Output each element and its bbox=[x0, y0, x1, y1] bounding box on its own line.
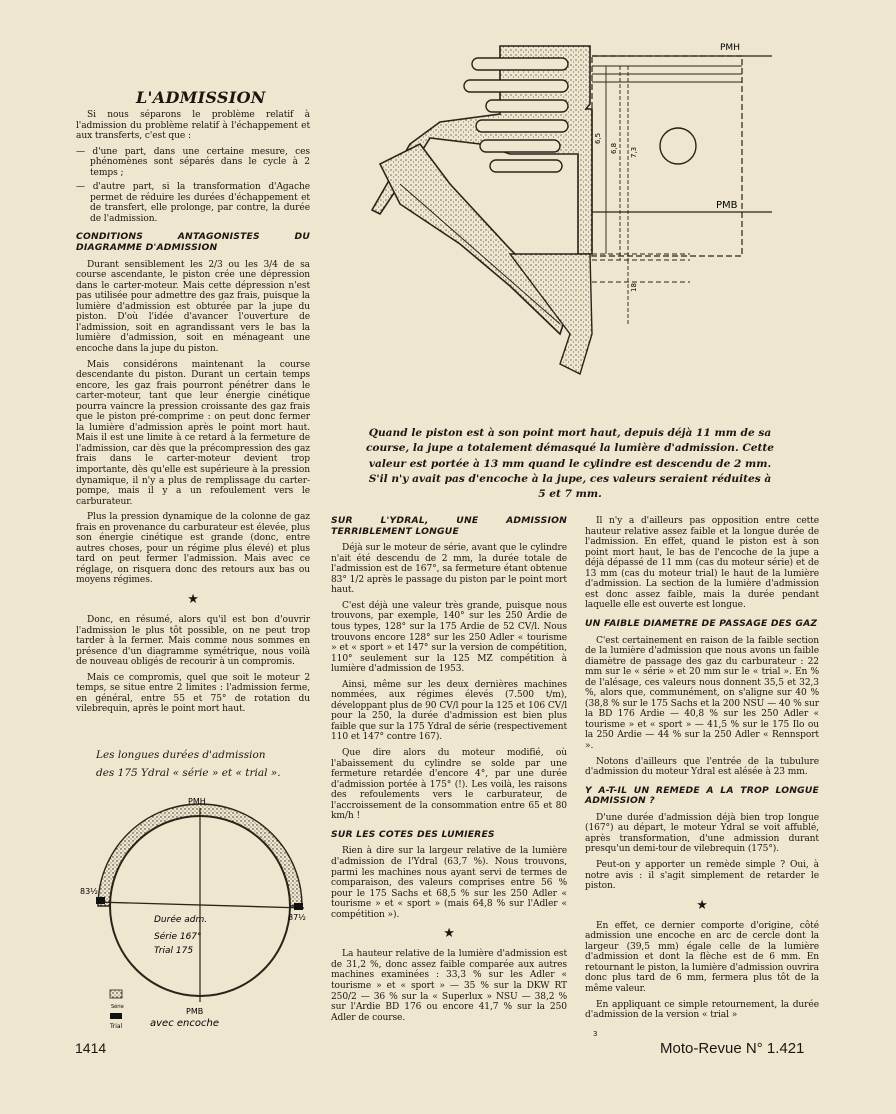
section-heading-ydral: SUR L'YDRAL, UNE ADMISSION TERRIBLEMENT LONGUE bbox=[331, 515, 567, 537]
article-title: L'ADMISSION bbox=[136, 88, 266, 107]
section-heading-conditions: CONDITIONS ANTAGONISTES DU DIAGRAMME D'ADMISSION bbox=[76, 231, 310, 254]
piston-outline bbox=[592, 56, 742, 256]
diagram-legend-serie: Série 167° bbox=[154, 932, 202, 942]
paragraph: D'une durée d'admission déjà bien trop longue (167°) au départ, le moteur Ydral se voit affublé, après transformation, d'une admission durant presqu'un demi-tour de vilebrequin (175°). bbox=[585, 812, 819, 855]
key-serie-label: Série bbox=[111, 1004, 124, 1010]
star-separator: ★ bbox=[187, 592, 199, 608]
diagram-angle-right: 87½ bbox=[288, 913, 306, 922]
diagram-legend-duree: Durée adm. bbox=[154, 915, 208, 925]
paragraph: En effet, ce dernier comporte d'origine, côté admission une encoche en arc de cercle dont la largeur (39,5 mm) égale celle de la lumière d'admission et dont la flèche est de 6 mm. En retournant le piston, la lumière d'admission ouvrira donc plus tard de 6 mm, fermera plus tôt de la même valeur. bbox=[585, 920, 819, 994]
diagram-caption-line-2: des 175 Ydral « série » et « trial ». bbox=[96, 767, 281, 780]
diagram-caption bbox=[96, 746, 316, 783]
paragraph: Rien à dire sur la largeur relative de la lumière d'admission de l'Ydral (63,7 %). Nous trouvons, parmi les machines nous ayant servi de termes de comparaison, des valeurs comprises entre 56 % pour le 175 Sachs et 68,5 % sur les 250 Adler « tourisme » et « sport » (mais 64,8 % sur l'Adler « compétition »). bbox=[331, 846, 567, 920]
diagram-caption-line-1: Les longues durées d'admission bbox=[96, 749, 266, 761]
diagram-legend-trial: Trial 175 bbox=[154, 946, 194, 956]
dimension-7-3: 7,3 bbox=[630, 146, 638, 158]
diagram-label-pmb: PMB bbox=[186, 1007, 204, 1016]
paragraph: Donc, en résumé, alors qu'il est bon d'ouvrir l'admission le plus tôt possible, on ne peut trop tarder à la fermer. Mais comme nous sommes en présence d'un diagramme symétrique, nous voilà de nouveau obligés de recourir à un compromis. bbox=[76, 615, 310, 668]
key-trial-swatch bbox=[110, 1013, 122, 1019]
right-column bbox=[585, 516, 819, 1026]
paragraph: C'est déjà une valeur très grande, puisque nous trouvons, par exemple, 140° sur les 250 Ardie de tous types, 128° sur la 175 Ardie de 52 CV/l. Nous trouvons encore 128° sur les 250 Adler « tourisme » et « sport » et 147° sur la version de compétition, 110° seulement sur la 125 MZ compétition à lumière d'admission de 1953. bbox=[331, 600, 567, 675]
paragraph: Il n'y a d'ailleurs pas opposition entre cette hauteur relative assez faible et la longue durée de l'admission. En effet, quand le piston est à son point mort haut, le bas de l'encoche de la jupe a déjà dépassé de 11 mm (cas du moteur série) et de 13 mm (cas du moteur trial) le haut de la lumière d'admission. La section de la lumière d'admission est donc assez faible, mais la durée pendant laquelle elle est ouverte est longue. bbox=[585, 516, 819, 611]
star-separator: ★ bbox=[443, 926, 455, 942]
paragraph: En appliquant ce simple retournement, la durée d'admission de la version « trial » bbox=[585, 999, 819, 1021]
dimension-6-5: 6,5 bbox=[594, 132, 602, 144]
bullet-2: — d'autre part, si la transformation d'Agache permet de réduire les durées d'échappement et de transfert, elle prolonge, par contre, la durée de l'admission. bbox=[76, 182, 310, 224]
paragraph: Mais ce compromis, quel que soit le moteur 2 temps, se situe entre 2 limites : l'admission ferme, en général, entre 55 et 75° de rotation du vilebrequin, après le point mort haut. bbox=[76, 672, 310, 715]
paragraph: Durant sensiblement les 2/3 ou les 3/4 de sa course ascendante, le piston crée une dépression dans le carter-moteur. Mais cette dépression n'est pas utilisée pour admettre des gaz frais, puisque la lumière d'admission est obturée par la jupe du piston. D'où l'idée d'avancer l'ouverture de l'admission, soit en agrandissant vers le bas la lumière d'admission, soit en ménageant une encoche dans la jupe du piston. bbox=[76, 259, 310, 354]
paragraph: C'est certainement en raison de la faible section de la lumière d'admission que nous avons un faible diamètre de passage des gaz du carburateur : 22 mm sur le « série » et 20 mm sur le « trial ». En % de l'alésage, ces valeurs nous donnent 35,5 et 32,3 %, alors que, communément, on s'aligne sur 40 % (38,8 % sur le 175 Sachs et la 200 NSU — 40 % sur la BD 176 Ardie — 40,8 % sur les 250 Adler « tourisme » et « sport » — 41,5 % sur le 175 Ilo ou la 250 Ardie — 44 % sur la 250 Adler « Rennsport ». bbox=[585, 635, 819, 751]
dimension-18: 18 bbox=[630, 283, 638, 292]
marker-left bbox=[96, 897, 105, 904]
paragraph: Mais considérons maintenant la course descendante du piston. Durant un certain temps encore, les gaz frais pourront pénétrer dans le carter-moteur, tant que leur énergie cinétique pourra vaincre la pression croissante des gaz frais que le piston pré-comprime : on peut donc fermer la lumière d'admission après le point mort haut. Mais il est une limite à ce retard à la fermeture de l'admission, car dès que la précompression des gaz frais dans le carter-moteur devient trop importante, dès qu'elle est supérieure à la pression dynamique, il n'y a plus de remplissage du carter-pompe, mais il y a un refoulement vers le carburateur. bbox=[76, 359, 310, 507]
admission-timing-diagram bbox=[80, 796, 320, 1032]
page-number: 1414 bbox=[75, 1040, 107, 1056]
paragraph: Plus la pression dynamique de la colonne de gaz frais en provenance du carburateur est élevée, plus son énergie cinétique est grande (donc, entre autres choses, pour un régime plus élevé) et plus tard on peut fermer l'admission. Mais avec ce réglage, on risquera donc des retours aux bas ou moyens régimes. bbox=[76, 512, 310, 586]
diagram-angle-left: 83½ bbox=[80, 887, 98, 896]
cylinder-section-figure bbox=[360, 34, 780, 424]
star-separator: ★ bbox=[696, 897, 708, 913]
bullet-1: — d'une part, dans une certaine mesure, ces phénomènes sont séparés dans le cycle à 2 temps ; bbox=[76, 146, 310, 178]
piston-pin bbox=[660, 128, 696, 164]
paragraph: Ainsi, même sur les deux dernières machines nommées, aux régimes élevés (7.500 t/m), développant plus de 90 CV/l pour la 125 et 106 CV/l pour la 250, la durée d'admission est bien plus faible que sur la 175 Ydral de série (respectivement 110 et 147° contre 167). bbox=[331, 679, 567, 743]
marker-right bbox=[294, 903, 303, 910]
dimension-6-8: 6,8 bbox=[610, 142, 618, 154]
intro-paragraph: Si nous séparons le problème relatif à l'admission du problème relatif à l'échappement et aux transferts, c'est que : bbox=[76, 110, 310, 142]
paragraph: Que dire alors du moteur modifié, où l'abaissement du cylindre se solde par une fermeture retardée d'encore 4°, par une durée d'admission portée à 175° (!). Les voilà, les raisons des refoulements vers le carburateur, de l'accroissement de la consommation entre 65 et 80 km/h ! bbox=[331, 748, 567, 822]
key-serie-swatch bbox=[110, 990, 122, 998]
figure-label-pmb: PMB bbox=[716, 200, 738, 211]
paragraph: Déjà sur le moteur de série, avant que le cylindre n'ait été descendu de 2 mm, la durée totale de l'admission est de 167°, sa fermeture étant obtenue 83° 1/2 après le passage du piston par le point mort haut. bbox=[331, 543, 567, 596]
section-heading-remede: Y A-T-IL UN REMEDE A LA TROP LONGUE ADMISSION ? bbox=[585, 784, 819, 807]
column-marker: 3 bbox=[593, 1030, 598, 1038]
key-note: avec encoche bbox=[150, 1018, 219, 1029]
paragraph: Notons d'ailleurs que l'entrée de la tubulure d'admission du moteur Ydral est alésée à 23 mm. bbox=[585, 756, 819, 778]
magazine-issue: Moto-Revue N° 1.421 bbox=[660, 1040, 805, 1057]
paragraph: Peut-on y apporter un remède simple ? Oui, à notre avis : il s'agit simplement de retarder le piston. bbox=[585, 859, 819, 892]
key-trial-label: Trial bbox=[110, 1023, 123, 1030]
figure-label-pmh: PMH bbox=[720, 43, 740, 53]
figure-caption: Quand le piston est à son point mort haut, depuis déjà 11 mm de sa course, la jupe a totalement démasqué la lumière d'admission. Cette valeur est portée à 13 mm quand le cylindre est descendu de 2 mm. S'il n'y avait pas d'encoche à la jupe, ces valeurs seraient réduites à 5 et 7 mm. bbox=[365, 427, 775, 501]
paragraph: La hauteur relative de la lumière d'admission est de 31,2 %, donc assez faible comparée aux autres machines examinées : 33,3 % sur les Adler « tourisme » et « sport » — 35 % sur la DKW RT 250/2 — 36 % sur la « Superlux » NSU — 38,2 % sur l'Ardie BD 176 ou encore 41,7 % sur la 250 Adler de course. bbox=[331, 949, 567, 1023]
left-column bbox=[76, 110, 310, 720]
section-heading-cotes: SUR LES COTES DES LUMIERES bbox=[331, 828, 495, 840]
section-heading-diametre: UN FAIBLE DIAMETRE DE PASSAGE DES GAZ bbox=[585, 617, 818, 629]
middle-column bbox=[331, 516, 567, 1028]
diagram-label-pmh: PMH bbox=[188, 797, 206, 806]
